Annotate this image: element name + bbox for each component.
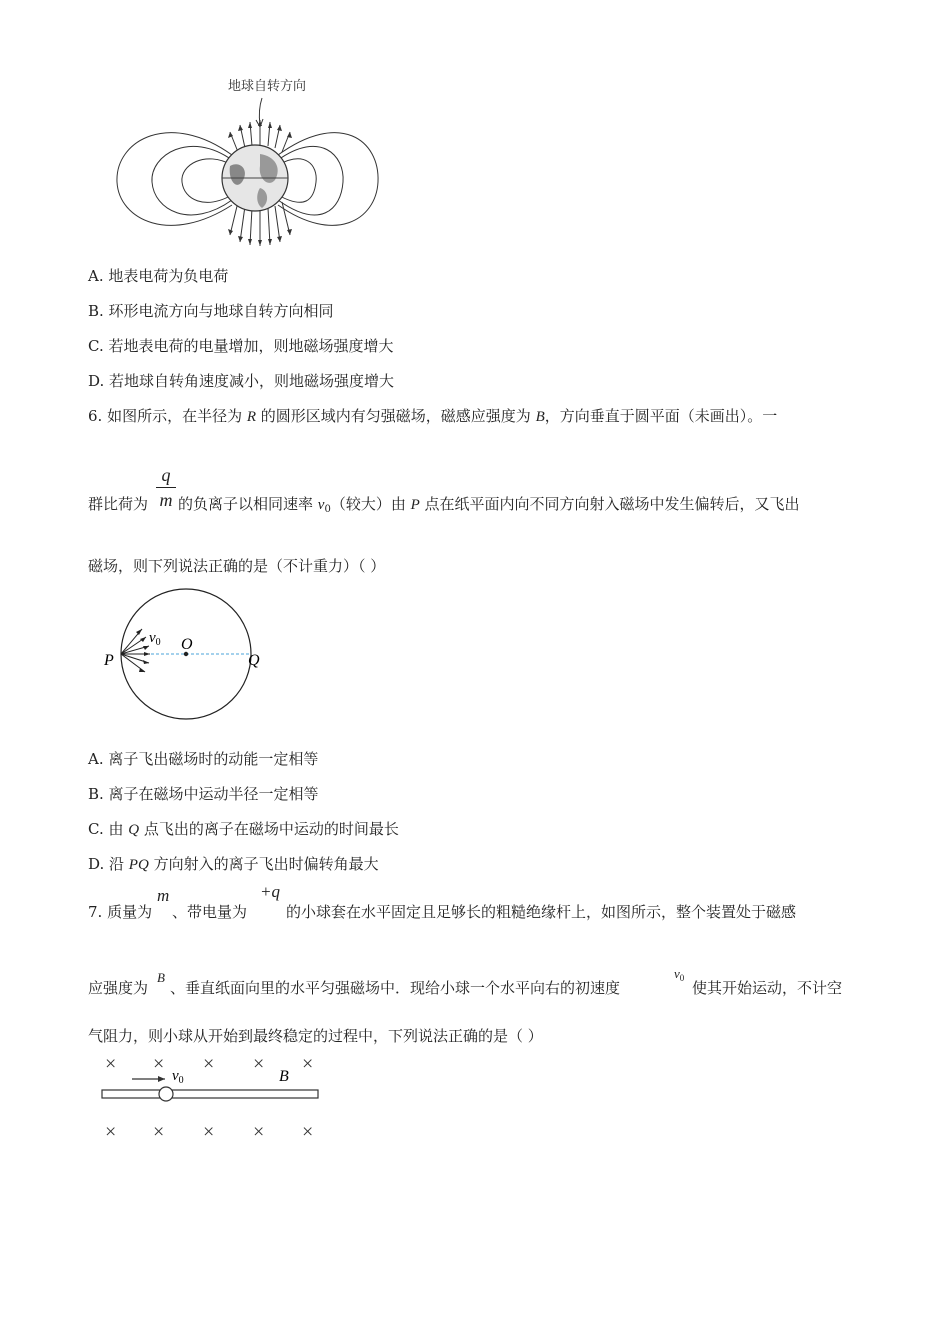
q7-stem-line3: 气阻力，则小球从开始到最终稳定的过程中，下列说法正确的是（ ） [88,1027,543,1045]
label-b: B [279,1068,289,1085]
svg-text:×: × [153,1121,165,1143]
svg-text:×: × [203,1053,215,1075]
label-p: P [104,652,114,669]
q7-stem-line2-pre: 应强度为 [88,979,149,997]
svg-text:×: × [153,1053,165,1075]
label-v0: $v_0$ [172,1068,184,1086]
q7-stem-line2-mid: 、垂直纸面向里的水平匀强磁场中．现给小球一个水平向右的初速度 [170,979,621,997]
fraction-numerator: q [161,465,171,485]
q7-charge-symbol: +q [260,882,280,901]
svg-text:×: × [302,1121,314,1143]
svg-text:×: × [105,1053,117,1075]
q5-option-d: D. 若地球自转角速度减小，则地磁场强度增大 [88,372,395,390]
q6-stem-line2-pre: 群比荷为 [88,495,149,513]
q7-stem-line1-post: 的小球套在水平固定且足够长的粗糙绝缘杆上，如图所示，整个装置处于磁感 [286,903,797,921]
q7-v0-symbol: $v_0$ [674,966,685,983]
q6-stem-line1: 6. 如图所示，在半径为 R 的圆形区域内有匀强磁场，磁感应强度为 B，方向垂直于圆平面（未画出）。一 [88,407,778,425]
q6-circle-figure [100,585,280,725]
q5-option-a: A. 地表电荷为负电荷 [88,267,229,285]
earth-field-figure [110,70,390,255]
q5-option-b: B. 环形电流方向与地球自转方向相同 [88,302,334,320]
q7-stem-line1-pre: 7. 质量为 [88,903,153,921]
q7-rod-figure [95,1050,335,1150]
q6-stem-line2: 的负离子以相同速率 $v_0$（较大）由 P 点在纸平面内向不同方向射入磁场中发生偏转后，又飞出 [178,495,800,515]
fraction-bar [156,487,176,488]
q7-stem-line1-mid: 、带电量为 [172,903,248,921]
q7-b-symbol: B [157,970,165,985]
fraction-denominator: m [159,490,173,510]
label-o: O [181,636,193,653]
svg-text:×: × [105,1121,117,1143]
q5-option-c: C. 若地表电荷的电量增加，则地磁场强度增大 [88,337,394,355]
q6-option-b: B. 离子在磁场中运动半径一定相等 [88,785,319,803]
svg-text:×: × [253,1121,265,1143]
q6-stem-line3: 磁场，则下列说法正确的是（不计重力）（ ） [88,557,386,575]
q6-option-c: C. 由 Q 点飞出的离子在磁场中运动的时间最长 [88,820,399,838]
q6-ratio-fraction [156,465,176,510]
q7-stem-line2-post: 使其开始运动，不计空 [692,979,843,997]
rotation-label: 地球自转方向 [227,79,307,94]
q6-option-a: A. 离子飞出磁场时的动能一定相等 [88,750,319,768]
q6-option-d: D. 沿 PQ 方向射入的离子飞出时偏转角最大 [88,855,379,873]
insulating-rod [102,1090,318,1098]
label-q: Q [248,652,260,669]
q7-mass-symbol: m [157,886,170,905]
field-crosses-bottom [105,1121,313,1143]
svg-text:×: × [203,1121,215,1143]
svg-text:×: × [302,1053,314,1075]
charged-ball [159,1087,173,1101]
svg-text:×: × [253,1053,265,1075]
label-v0: $v_0$ [149,630,161,648]
